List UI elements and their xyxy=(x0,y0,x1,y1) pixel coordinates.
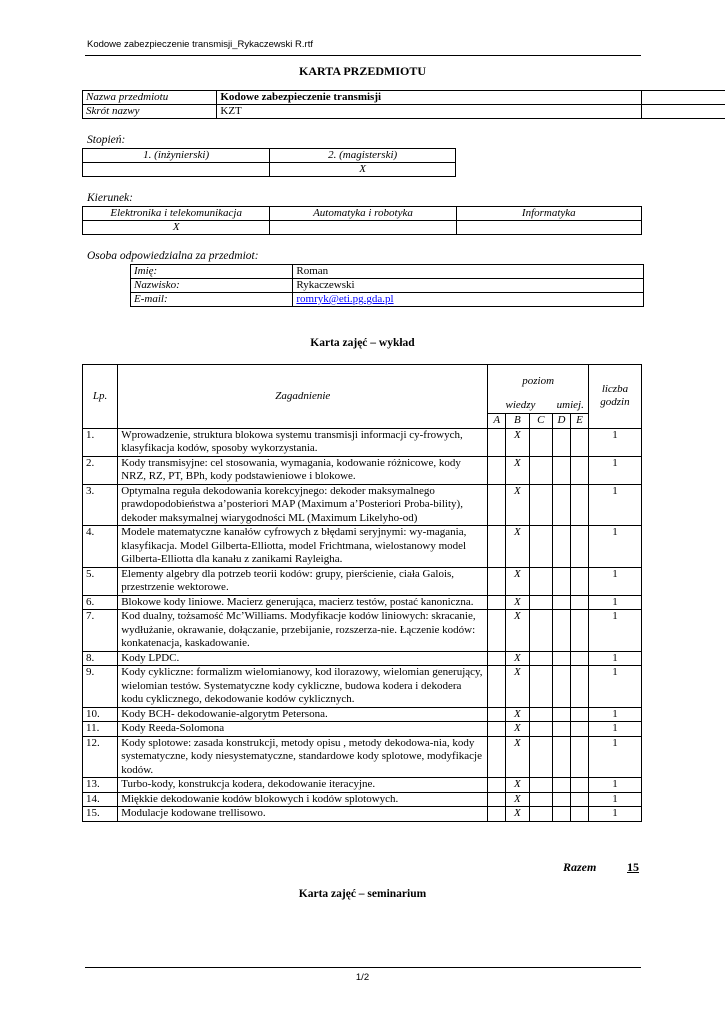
degree-table xyxy=(82,148,456,177)
table-row xyxy=(83,456,642,484)
row-level-e xyxy=(570,428,588,456)
row-level-e xyxy=(570,610,588,652)
row-hours: 1 xyxy=(588,595,641,610)
course-empty-cell xyxy=(641,91,725,105)
header-d: D xyxy=(553,414,571,429)
row-level-e xyxy=(570,778,588,793)
row-level-d xyxy=(553,792,571,807)
row-topic: Wprowadzenie, struktura blokowa systemu transmisji informacji cy-frowych, klasyfikacja kodów, sposoby wykorzystania. xyxy=(118,428,488,456)
page-number: 1/2 xyxy=(355,972,370,983)
row-number: 1. xyxy=(83,428,118,456)
row-level-c xyxy=(529,526,552,568)
row-number: 3. xyxy=(83,484,118,526)
row-level-d xyxy=(553,651,571,666)
row-hours: 1 xyxy=(588,736,641,778)
row-number: 10. xyxy=(83,707,118,722)
row-level-e xyxy=(570,666,588,708)
row-level-d xyxy=(553,456,571,484)
header-c: C xyxy=(529,414,552,429)
row-hours: 1 xyxy=(588,707,641,722)
header-topic: Zagadnienie xyxy=(118,365,488,429)
row-number: 7. xyxy=(83,610,118,652)
direction-col-1: Elektronika i telekomunikacja xyxy=(83,207,270,221)
row-level-e xyxy=(570,707,588,722)
header-lp: Lp. xyxy=(83,365,118,429)
first-name-label: Imię: xyxy=(131,265,293,279)
row-number: 13. xyxy=(83,778,118,793)
row-level-a xyxy=(488,595,506,610)
row-level-e xyxy=(570,807,588,822)
row-level-a xyxy=(488,778,506,793)
row-level-c xyxy=(529,610,552,652)
row-level-a xyxy=(488,567,506,595)
email-label: E-mail: xyxy=(131,293,293,307)
row-hours: 1 xyxy=(588,792,641,807)
row-topic: Kody LPDC. xyxy=(118,651,488,666)
document-header-filename: Kodowe zabezpieczenie transmisji_Rykaczewski R.rtf xyxy=(87,39,313,50)
row-topic: Modele matematyczne kanałów cyfrowych z błędami seryjnymi: wy-magania, klasyfikacja. Model Gilberta-Elliotta, model Frichtmana, wielostanowy model Gilberta-Elliotta dla kanału z zanikami Rayleigha. xyxy=(118,526,488,568)
row-hours: 1 xyxy=(588,567,641,595)
lecture-title: Karta zajęć – wykład xyxy=(310,337,415,349)
row-level-c xyxy=(529,722,552,737)
row-topic: Turbo-kody, konstrukcja kodera, dekodowanie iteracyjne. xyxy=(118,778,488,793)
last-name-value: Rykaczewski xyxy=(293,279,644,293)
footer-divider xyxy=(85,967,641,968)
row-level-a xyxy=(488,707,506,722)
row-level-b: X xyxy=(506,595,529,610)
row-hours: 1 xyxy=(588,778,641,793)
row-level-b: X xyxy=(506,666,529,708)
row-topic: Kody cykliczne: formalizm wielomianowy, kod ilorazowy, wielomian generujący, wielomian testów. Systematyczne kody cykliczne, budowa kodera i dekodera kodu cyklicznego, dekodowanie kodów cyklicznych. xyxy=(118,666,488,708)
row-level-b: X xyxy=(506,651,529,666)
row-level-c xyxy=(529,484,552,526)
direction-table xyxy=(82,206,642,235)
degree-val-1 xyxy=(83,163,270,177)
row-level-e xyxy=(570,651,588,666)
row-level-d xyxy=(553,778,571,793)
row-level-d xyxy=(553,484,571,526)
row-level-b: X xyxy=(506,484,529,526)
table-row xyxy=(83,736,642,778)
row-hours: 1 xyxy=(588,610,641,652)
row-level-c xyxy=(529,792,552,807)
row-level-d xyxy=(553,666,571,708)
email-link[interactable]: romryk@eti.pg.gda.pl xyxy=(296,293,394,305)
table-row xyxy=(83,567,642,595)
row-level-b: X xyxy=(506,610,529,652)
row-number: 15. xyxy=(83,807,118,822)
row-level-b: X xyxy=(506,722,529,737)
header-hours: liczba godzin xyxy=(588,365,641,429)
row-number: 2. xyxy=(83,456,118,484)
row-level-e xyxy=(570,595,588,610)
row-topic: Kody splotowe: zasada konstrukcji, metody opisu , metody dekodowa-nia, kody systematyczne, kody niesystematyczne, standardowe kody splotowe, modyfikacje kodów. xyxy=(118,736,488,778)
row-level-d xyxy=(553,428,571,456)
table-row xyxy=(83,651,642,666)
row-level-a xyxy=(488,722,506,737)
row-topic: Miękkie dekodowanie kodów blokowych i kodów splotowych. xyxy=(118,792,488,807)
row-level-c xyxy=(529,666,552,708)
row-level-b: X xyxy=(506,707,529,722)
direction-val-1: X xyxy=(83,221,270,235)
row-level-a xyxy=(488,526,506,568)
row-level-a xyxy=(488,428,506,456)
total-value: 15 xyxy=(627,860,639,874)
row-level-d xyxy=(553,807,571,822)
row-topic: Modulacje kodowane trellisowo. xyxy=(118,807,488,822)
person-table xyxy=(130,264,644,307)
row-topic: Kod dualny, tożsamość Mc’Williams. Modyfikacje kodów liniowych: skracanie, wydłużanie, okrawanie, dołączanie, przebijanie, rozszerza-nie. Łączenie kodów: konkatenacja, kaskadowanie. xyxy=(118,610,488,652)
table-row xyxy=(83,778,642,793)
row-level-e xyxy=(570,736,588,778)
table-row xyxy=(83,722,642,737)
row-hours: 1 xyxy=(588,428,641,456)
row-level-d xyxy=(553,526,571,568)
row-topic: Optymalna reguła dekodowania korekcyjnego: dekoder maksymalnego prawdopodobieństwa a’posteriori MAP (Maximum a’Posteriori Proba-bility), dekoder maksymalnej wiarygodności ML (Maximum Likelyho-od) xyxy=(118,484,488,526)
header-e: E xyxy=(570,414,588,429)
row-level-d xyxy=(553,610,571,652)
course-table xyxy=(82,90,725,119)
row-level-b: X xyxy=(506,526,529,568)
row-level-a xyxy=(488,484,506,526)
row-level-b: X xyxy=(506,456,529,484)
row-level-e xyxy=(570,526,588,568)
row-hours: 1 xyxy=(588,456,641,484)
row-number: 9. xyxy=(83,666,118,708)
row-level-a xyxy=(488,736,506,778)
row-number: 8. xyxy=(83,651,118,666)
row-number: 11. xyxy=(83,722,118,737)
row-number: 12. xyxy=(83,736,118,778)
row-level-e xyxy=(570,484,588,526)
course-empty-cell xyxy=(641,105,725,119)
row-level-b: X xyxy=(506,567,529,595)
table-row xyxy=(83,807,642,822)
row-hours: 1 xyxy=(588,666,641,708)
degree-val-2: X xyxy=(270,163,456,177)
person-label: Osoba odpowiedzialna za przedmiot: xyxy=(87,250,259,262)
direction-val-3 xyxy=(456,221,641,235)
row-topic: Kody transmisyjne: cel stosowania, wymagania, kodowanie różnicowe, kody NRZ, RZ, PT, BPh, kody podstawieniowe i blokowe. xyxy=(118,456,488,484)
table-row xyxy=(83,666,642,708)
table-row xyxy=(83,792,642,807)
row-level-c xyxy=(529,736,552,778)
last-name-label: Nazwisko: xyxy=(131,279,293,293)
header-skill: umiej. xyxy=(553,399,589,414)
row-number: 14. xyxy=(83,792,118,807)
row-level-a xyxy=(488,807,506,822)
lecture-table xyxy=(82,364,642,822)
row-level-e xyxy=(570,792,588,807)
row-level-d xyxy=(553,595,571,610)
course-name-value: Kodowe zabezpieczenie transmisji xyxy=(217,91,641,105)
row-level-c xyxy=(529,707,552,722)
row-topic: Elementy algebry dla potrzeb teorii kodów: grupy, pierścienie, ciała Galois, przestrzenie wektorowe. xyxy=(118,567,488,595)
row-level-b: X xyxy=(506,807,529,822)
row-level-c xyxy=(529,807,552,822)
row-level-c xyxy=(529,651,552,666)
degree-col-1: 1. (inżynierski) xyxy=(83,149,270,163)
direction-val-2 xyxy=(270,221,456,235)
row-level-a xyxy=(488,610,506,652)
table-row xyxy=(83,526,642,568)
row-level-a xyxy=(488,456,506,484)
table-row xyxy=(83,484,642,526)
row-level-a xyxy=(488,666,506,708)
row-level-e xyxy=(570,456,588,484)
row-topic: Kody Reeda-Solomona xyxy=(118,722,488,737)
row-topic: Kody BCH- dekodowanie-algorytm Petersona. xyxy=(118,707,488,722)
row-level-a xyxy=(488,792,506,807)
row-level-d xyxy=(553,707,571,722)
row-number: 6. xyxy=(83,595,118,610)
row-topic: Blokowe kody liniowe. Macierz generująca, macierz testów, postać kanoniczna. xyxy=(118,595,488,610)
header-b: B xyxy=(506,414,529,429)
table-row xyxy=(83,595,642,610)
row-level-d xyxy=(553,722,571,737)
row-level-d xyxy=(553,567,571,595)
row-level-c xyxy=(529,567,552,595)
row-level-b: X xyxy=(506,792,529,807)
direction-col-3: Informatyka xyxy=(456,207,641,221)
degree-label: Stopień: xyxy=(87,134,126,146)
row-level-e xyxy=(570,567,588,595)
row-level-a xyxy=(488,651,506,666)
row-level-c xyxy=(529,778,552,793)
row-level-b: X xyxy=(506,428,529,456)
row-hours: 1 xyxy=(588,722,641,737)
direction-label: Kierunek: xyxy=(87,192,133,204)
table-row xyxy=(83,428,642,456)
row-level-b: X xyxy=(506,736,529,778)
row-hours: 1 xyxy=(588,651,641,666)
row-number: 5. xyxy=(83,567,118,595)
direction-col-2: Automatyka i robotyka xyxy=(270,207,456,221)
page-title: KARTA PRZEDMIOTU xyxy=(298,64,427,78)
header-divider xyxy=(85,55,641,56)
course-name-label: Nazwa przedmiotu xyxy=(83,91,217,105)
table-row xyxy=(83,707,642,722)
table-row xyxy=(83,610,642,652)
row-level-c xyxy=(529,456,552,484)
header-a: A xyxy=(488,414,506,429)
row-level-b: X xyxy=(506,778,529,793)
row-level-c xyxy=(529,595,552,610)
row-hours: 1 xyxy=(588,526,641,568)
header-knowledge: wiedzy xyxy=(488,399,553,414)
row-hours: 1 xyxy=(588,807,641,822)
course-abbr-label: Skrót nazwy xyxy=(83,105,217,119)
row-level-e xyxy=(570,722,588,737)
seminar-title: Karta zajęć – seminarium xyxy=(298,888,427,900)
header-level: poziom xyxy=(488,365,588,399)
degree-col-2: 2. (magisterski) xyxy=(270,149,456,163)
row-level-d xyxy=(553,736,571,778)
row-number: 4. xyxy=(83,526,118,568)
first-name-value: Roman xyxy=(293,265,644,279)
total-label: Razem xyxy=(563,860,597,874)
course-abbr-value: KZT xyxy=(217,105,641,119)
row-hours: 1 xyxy=(588,484,641,526)
row-level-c xyxy=(529,428,552,456)
